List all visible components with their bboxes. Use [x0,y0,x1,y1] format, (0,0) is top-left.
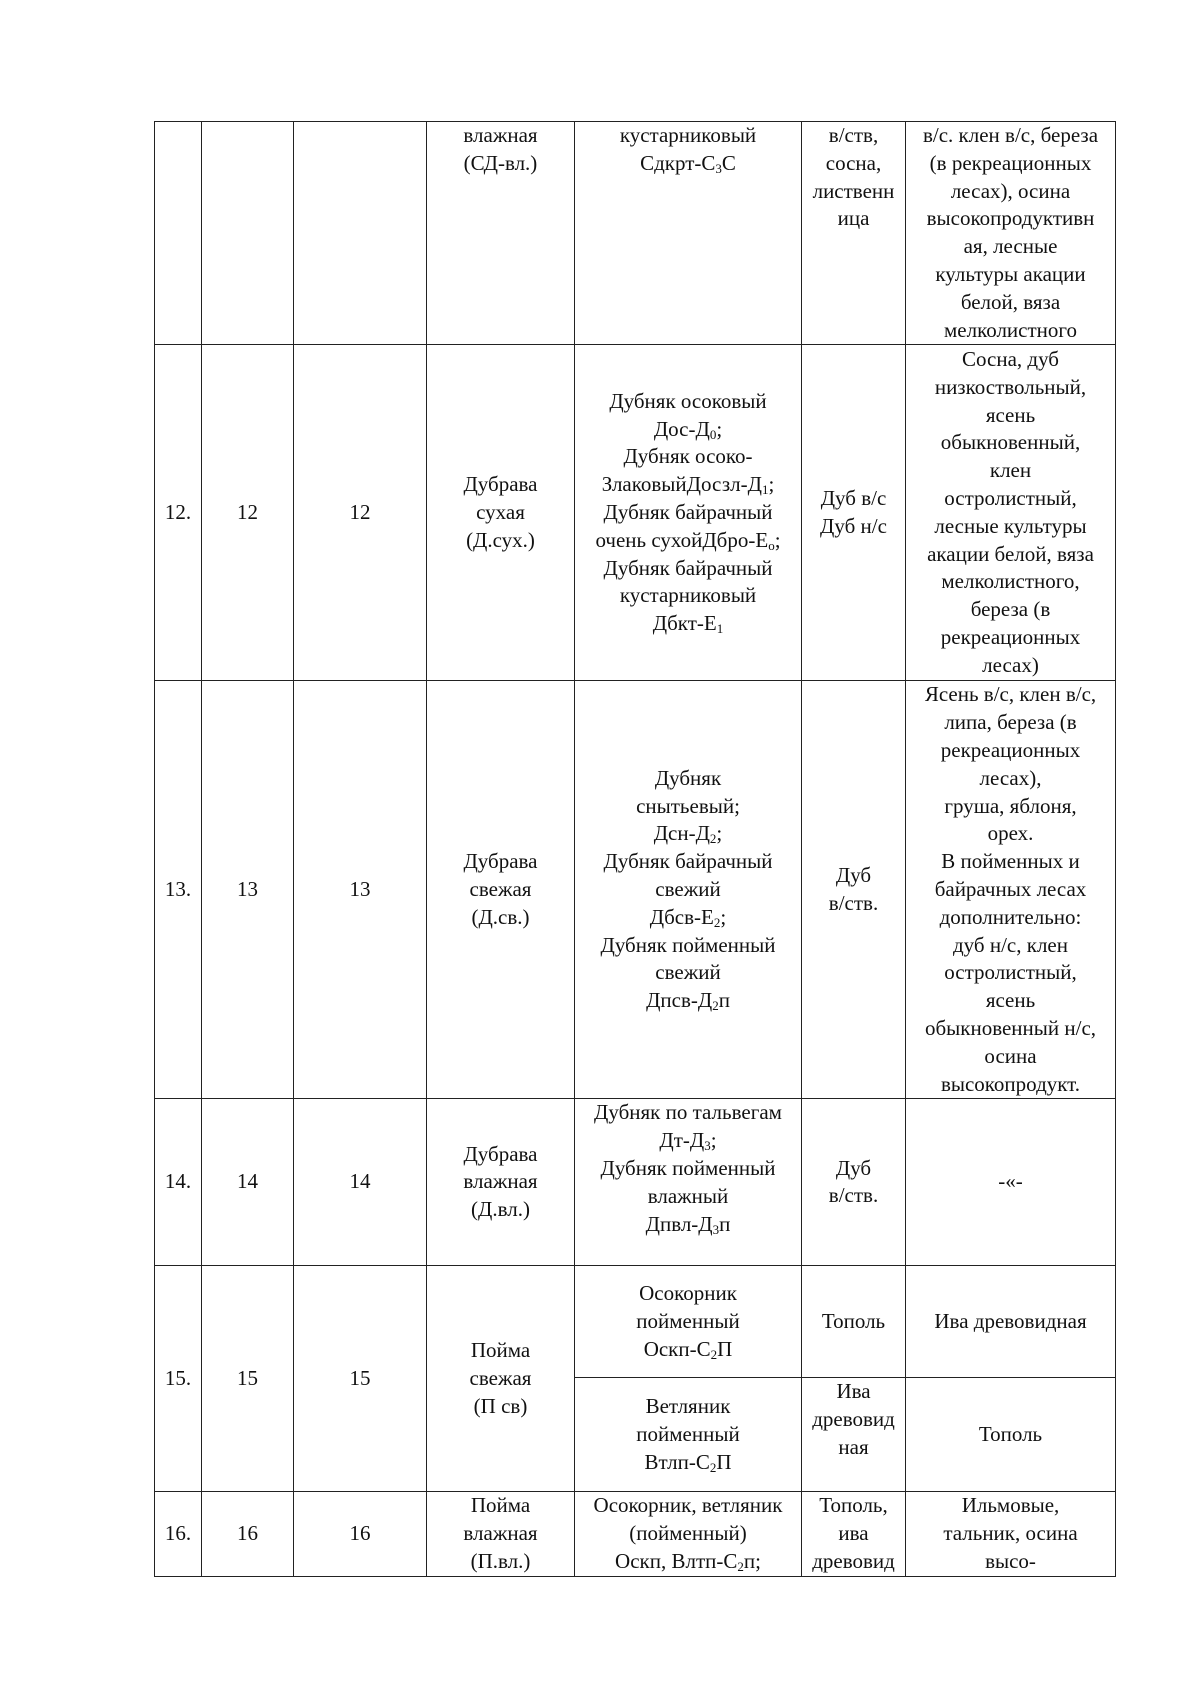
accompanying-species-cell: Сосна, дуб низкоствольный, ясень обыкновенный, клен остролистный, лесные культуры акации белой, вяза мелколистного, береза (в рекреационных лесах) [906,345,1116,681]
table-row [155,122,1116,345]
forest-condition-cell: Дубрава влажная (Д.вл.) [427,1099,575,1266]
group-number-cell: 14 [202,1099,294,1266]
subscript-index: 2 [737,1558,744,1574]
subscript-index: 3 [704,1138,711,1154]
accompanying-species-cell: Ильмовые, тальник, осина высо- [906,1492,1116,1577]
accompanying-species-cell: -«- [906,1099,1116,1266]
group-number-cell: 12 [202,345,294,681]
forest-type-text: ; Дубняк осоко- ЗлаковыйДосзл-Д [601,416,762,497]
subscript-index: 1 [716,621,724,637]
forest-type-text: Ветляник пойменный Втлп-С [636,1394,740,1474]
subscript-index: 3 [715,160,722,176]
table-row [155,1492,1116,1577]
main-species-cell: Тополь [802,1266,906,1378]
row-number-cell: 13. [155,681,202,1099]
type-number-cell: 15 [294,1266,427,1492]
forest-type-text: ; Дубняк байрачный кустарниковый Дбкт-Е [603,527,781,636]
group-number-cell: 15 [202,1266,294,1492]
forest-condition-cell: Дубрава сухая (Д.сух.) [427,345,575,681]
group-number-cell [202,122,294,345]
forest-type-text: ; Дубняк байрачный очень сухойДбро-Е [595,472,775,552]
forest-type-text: ; Дубняк байрачный свежий Дбсв-Е [603,821,773,929]
subscript-index: 0 [709,426,717,442]
table-row [155,345,1116,681]
group-number-cell: 13 [202,681,294,1099]
forest-type-text: п; [743,1548,761,1573]
subscript-index: о [768,537,775,553]
forest-type-text: Дубняк снытьевый; Дсн-Д [636,765,740,846]
row-number-cell [155,122,202,345]
main-species-cell: Дуб в/ств. [802,681,906,1099]
table-row [155,681,1116,1099]
forest-types-cell [575,122,802,345]
forest-types-cell [575,1492,802,1577]
forest-types-table [154,121,1116,1577]
subscript-index: 2 [709,831,717,847]
subscript-index: 2 [713,914,721,930]
forest-types-cell [575,1266,802,1378]
main-species-cell: Дуб в/ств. [802,1099,906,1266]
forest-type-text: ; Дубняк пойменный влажный Дпвл-Д [600,1128,776,1236]
forest-condition-cell: Дубрава свежая (Д.св.) [427,681,575,1099]
forest-condition-cell: Пойма влажная (П.вл.) [427,1492,575,1577]
accompanying-species-cell: Ясень в/с, клен в/с, липа, береза (в рекреационных лесах), груша, яблоня, орех. В пойменных и байрачных лесах дополнительно: дуб н/с, клен остролистный, ясень обыкновенный н/с, осина высокопродукт. [906,681,1116,1099]
table-row [155,1266,1116,1378]
main-species-cell: Ива древовид ная [802,1378,906,1492]
forest-type-text: С [721,150,736,175]
type-number-cell: 13 [294,681,427,1099]
row-number-cell: 14. [155,1099,202,1266]
type-number-cell [294,122,427,345]
type-number-cell: 14 [294,1099,427,1266]
main-species-cell: Дуб в/с Дуб н/с [802,345,906,681]
row-number-cell: 16. [155,1492,202,1577]
forest-types-cell [575,345,802,681]
row-number-cell: 15. [155,1266,202,1492]
subscript-index: 1 [761,482,769,498]
subscript-index: 2 [710,1346,718,1362]
accompanying-species-cell: в/с. клен в/с, береза (в рекреационных лесах), осина высокопродуктивн ая, лесные культуры акации белой, вяза мелколистного [906,122,1116,345]
forest-condition-cell: Пойма свежая (П св) [427,1266,575,1492]
forest-types-cell [575,1378,802,1492]
forest-type-text: п [719,1211,731,1236]
forest-type-text: п [718,988,730,1013]
group-number-cell: 16 [202,1492,294,1577]
table-row [155,1099,1116,1266]
forest-type-text: П [717,1336,733,1361]
forest-type-text: кустарниковый Сдкрт-С [619,123,757,175]
accompanying-species-cell: Тополь [906,1378,1116,1492]
forest-types-cell [575,681,802,1099]
main-species-cell: Тополь, ива древовид [802,1492,906,1577]
forest-type-text: ; Дубняк пойменный свежий Дпсв-Д [600,904,776,1013]
subscript-index: 2 [709,1459,717,1475]
subscript-index: 2 [712,998,719,1014]
subscript-index: 3 [712,1221,720,1237]
type-number-cell: 16 [294,1492,427,1577]
forest-condition-cell: влажная (СД-вл.) [427,122,575,345]
accompanying-species-cell: Ива древовидная [906,1266,1116,1378]
forest-types-cell [575,1099,802,1266]
forest-type-text: Дубняк осоковый Дос-Д [609,388,767,441]
forest-type-text: Дубняк по тальвегам Дт-Д [594,1100,782,1153]
row-number-cell: 12. [155,345,202,681]
forest-type-text: П [716,1449,732,1474]
type-number-cell: 12 [294,345,427,681]
main-species-cell: в/ств, сосна, лиственн ица [802,122,906,345]
forest-type-text: Осокорник, ветляник (пойменный) Оскп, Влтп-С [593,1493,783,1573]
forest-type-text: Осокорник пойменный Оскп-С [636,1281,740,1361]
